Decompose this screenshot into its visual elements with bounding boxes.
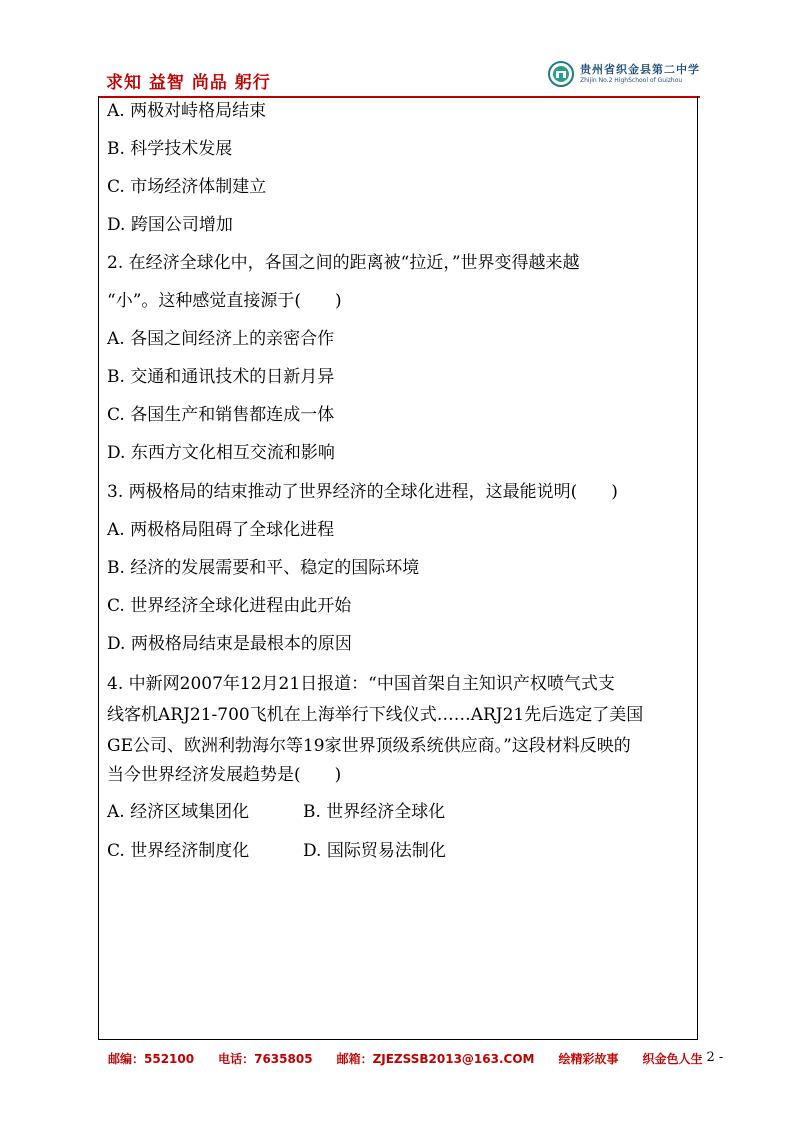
school-motto: 求知 益智 尚品 躬行	[106, 73, 271, 93]
option-line: B. 经济的发展需要和平、稳定的国际环境	[107, 558, 420, 578]
option-line: A. 两极对峙格局结束	[107, 101, 267, 121]
option-c: C. 世界经济制度化	[107, 841, 250, 861]
question-4-line: GE公司、欧洲利勃海尔等19家世界顶级系统供应商。”这段材料反映的	[107, 736, 631, 756]
question-4-line: 4. 中新网2007年12月21日报道：“中国首架自主知识产权喷气式支	[107, 674, 615, 694]
question-4-line: 线客机ARJ21-700飞机在上海举行下线仪式……ARJ21先后选定了美国	[107, 705, 644, 725]
question-3-line: 3. 两极格局的结束推动了世界经济的全球化进程，这最能说明( )	[107, 482, 618, 502]
footer-email: 邮箱：ZJEZSSB2013@163.COM	[336, 1052, 535, 1066]
option-line: B. 交通和通讯技术的日新月异	[107, 367, 335, 387]
logo-english-name: Zhijin No.2 HighSchool of Guizhou	[580, 77, 683, 84]
option-d: D. 国际贸易法制化	[303, 841, 446, 861]
option-b: B. 世界经济全球化	[303, 802, 446, 822]
option-line: A. 各国之间经济上的亲密合作	[107, 329, 335, 349]
option-a: A. 经济区域集团化	[107, 802, 250, 822]
option-line: A. 两极格局阻碍了全球化进程	[107, 520, 335, 540]
question-box	[98, 96, 698, 1040]
question-2-line: 2. 在经济全球化中，各国之间的距离被“拉近，”世界变得越来越	[107, 253, 580, 273]
question-2-line: “小”。这种感觉直接源于( )	[107, 291, 342, 311]
page-footer	[108, 1050, 727, 1067]
page-header	[98, 58, 700, 98]
footer-slogan-2: 织金色人生	[642, 1052, 703, 1066]
option-line: D. 两极格局结束是最根本的原因	[107, 634, 352, 654]
option-line: C. 各国生产和销售都连成一体	[107, 405, 335, 425]
footer-phone: 电话：7635805	[218, 1052, 313, 1066]
option-line: B. 科学技术发展	[107, 139, 233, 159]
footer-slogan-1: 绘精彩故事	[558, 1052, 619, 1066]
option-line: C. 市场经济体制建立	[107, 177, 267, 197]
q4-options-row-2	[107, 841, 446, 861]
q4-options-row-1	[107, 802, 445, 822]
page-number: - 2 -	[698, 1050, 724, 1065]
footer-postcode: 邮编：552100	[108, 1052, 195, 1066]
option-line: D. 跨国公司增加	[107, 215, 233, 235]
question-4-line: 当今世界经济发展趋势是( )	[107, 765, 342, 785]
school-logo	[548, 58, 700, 90]
logo-chinese-name: 贵州省织金县第二中学	[580, 63, 700, 76]
option-line: C. 世界经济全球化进程由此开始	[107, 596, 352, 616]
option-line: D. 东西方文化相互交流和影响	[107, 443, 335, 463]
school-emblem-icon	[548, 61, 574, 87]
